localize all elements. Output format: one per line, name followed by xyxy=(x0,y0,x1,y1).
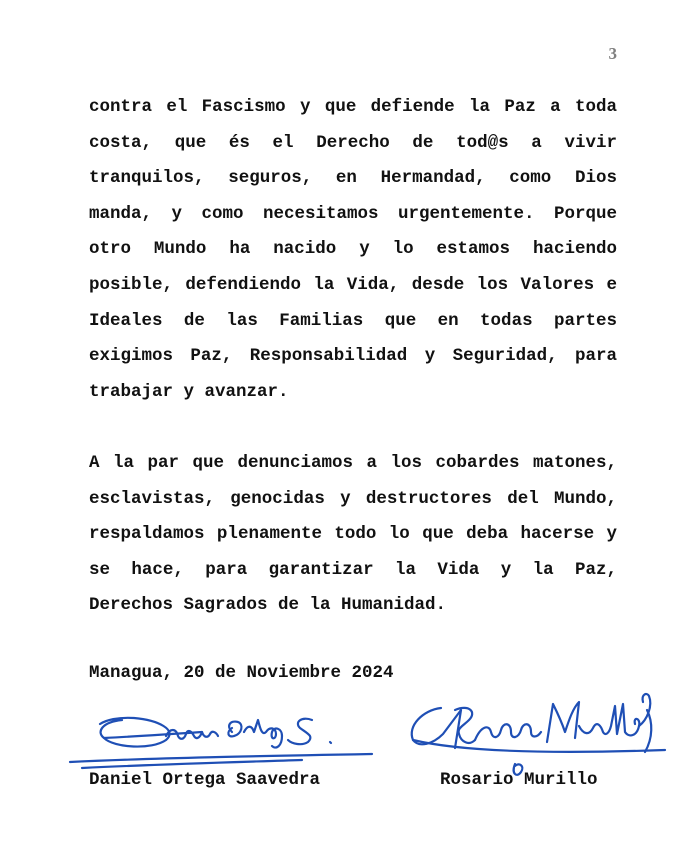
paragraph-2: A la par que denunciamos a los cobardes matones, esclavistas, genocidas y destructores del Mundo, respaldamos plenamente todo lo que deba hacerse y se hace, para garantizar la Vida y la Paz, Derechos Sagrados de la Humanidad. xyxy=(89,452,617,616)
signatory-name-ortega: Daniel Ortega Saavedra xyxy=(89,770,321,790)
page-number: 3 xyxy=(608,44,617,63)
signatory-name-murillo: Rosario Murillo xyxy=(440,770,598,790)
letter-body xyxy=(89,90,617,624)
paragraph-1: contra el Fascismo y que defiende la Paz a toda costa, que és el Derecho de tod@s a vivir tranquilos, seguros, en Hermandad, como Dios manda, y como necesitamos urgentemente. Porque otro Mundo ha nacido y lo estamos haciendo posible, defendiendo la Vida, desde los Valores e Ideales de las Familias que en todas partes exigimos Paz, Responsabilidad y Seguridad, para trabajar y avanzar. xyxy=(89,97,617,402)
place-and-date: Managua, 20 de Noviembre 2024 xyxy=(89,663,394,683)
